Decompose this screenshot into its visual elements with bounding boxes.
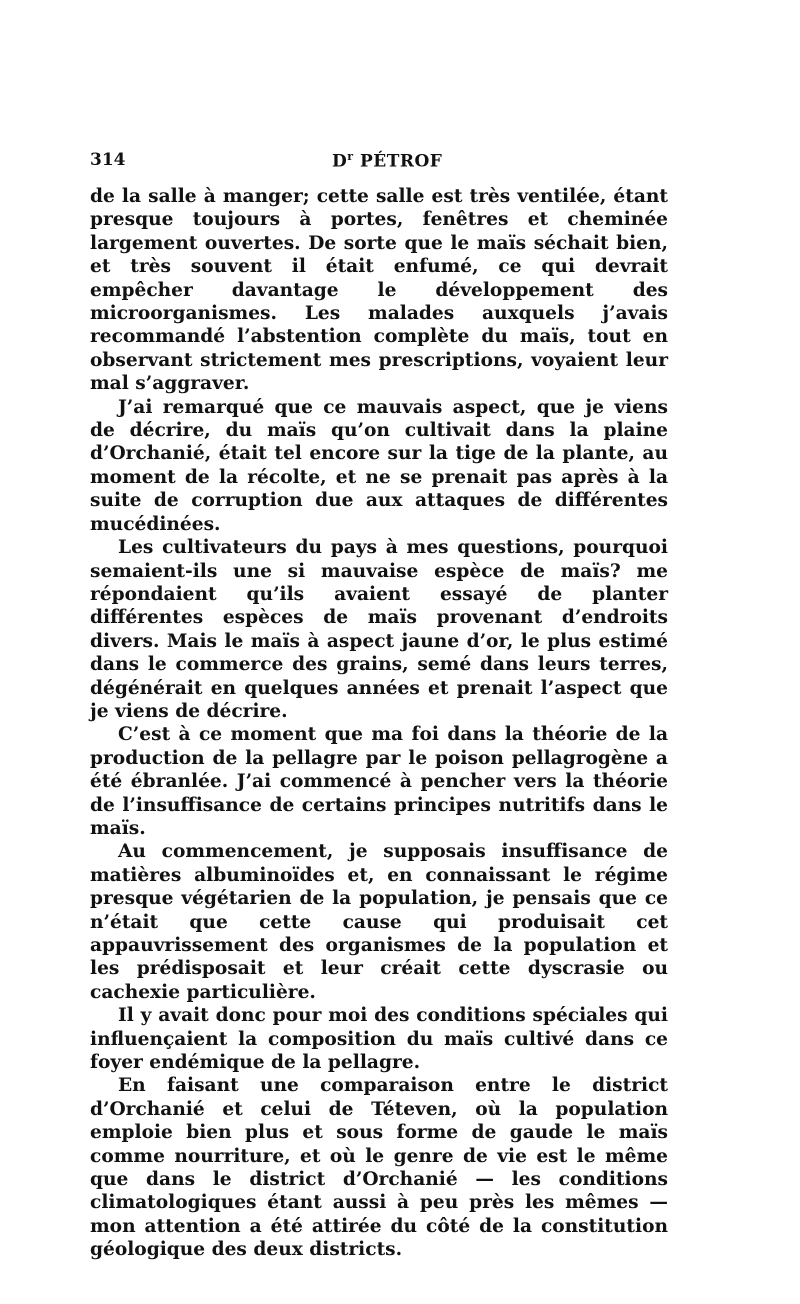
paragraph: J’ai remarqué que ce mauvais aspect, que je viens de décrire, du maïs qu’on cultivait dans la plaine d’Orchanié, était tel encore sur la tige de la plante, au moment de la récolte, et ne se prenait pas après à la suite de corruption due aux attaques de différentes mucédinées. — [90, 396, 668, 535]
running-head-author — [332, 150, 442, 172]
running-header — [90, 150, 670, 172]
paragraph: Les cultivateurs du pays à mes questions, pourquoi semaient-ils une si mauvaise espèce de maïs? me répondaient qu’ils avaient essayé de planter différentes espèces de maïs provenant d’endroits divers. Mais le maïs à aspect jaune d’or, le plus estimé dans le commerce des grains, semé dans leurs terres, dégénérait en quelques années et prenait l’aspect que je viens de décrire. — [90, 537, 668, 722]
paragraph: En faisant une comparaison entre le district d’Orchanié et celui de Téteven, où la population emploie bien plus et sous forme de gaude le maïs comme nourriture, et où le genre de vie est le même que dans le district d’Orchanié — les conditions climatologiques étant aussi à peu près les mêmes — mon attention a été attirée du côté de la constitution géologique des deux districts. — [90, 1075, 668, 1261]
body-text — [90, 185, 668, 1262]
paragraph: Au commencement, je supposais insuffisance de matières albuminoïdes et, en connaissant le régime presque végétarien de la population, je pensais que ce n’était que cette cause qui produisait cet appauvrissement des organismes de la population et les prédisposait et leur créait cette dyscrasie ou cachexie particulière. — [90, 841, 668, 1003]
author-prefix: D — [332, 151, 348, 172]
paragraph: Il y avait donc pour moi des conditions spéciales qui influençaient la composition du maïs cultivé dans ce foyer endémique de la pellagre. — [90, 1005, 668, 1074]
author-name: PÉTROF — [353, 151, 443, 172]
author-superscript: r — [347, 150, 354, 163]
paragraph-continued: de la salle à manger; cette salle est très ventilée, étant presque toujours à portes, fenêtres et cheminée largement ouvertes. De sorte que le maïs séchait bien, et très souvent il était enfumé, ce qui devrait empêcher davantage le développement des microorganismes. Les malades auxquels j’avais recommandé l’abstention complète du maïs, tout en observant strictement mes prescriptions, voyaient leur mal s’aggraver. — [90, 186, 668, 395]
paragraph: C’est à ce moment que ma foi dans la théorie de la production de la pellagre par le poison pellagrogène a été ébranlée. J’ai commencé à pencher vers la théorie de l’insuffisance de certains principes nutritifs dans le maïs. — [90, 724, 668, 839]
page-number: 314 — [90, 150, 126, 170]
